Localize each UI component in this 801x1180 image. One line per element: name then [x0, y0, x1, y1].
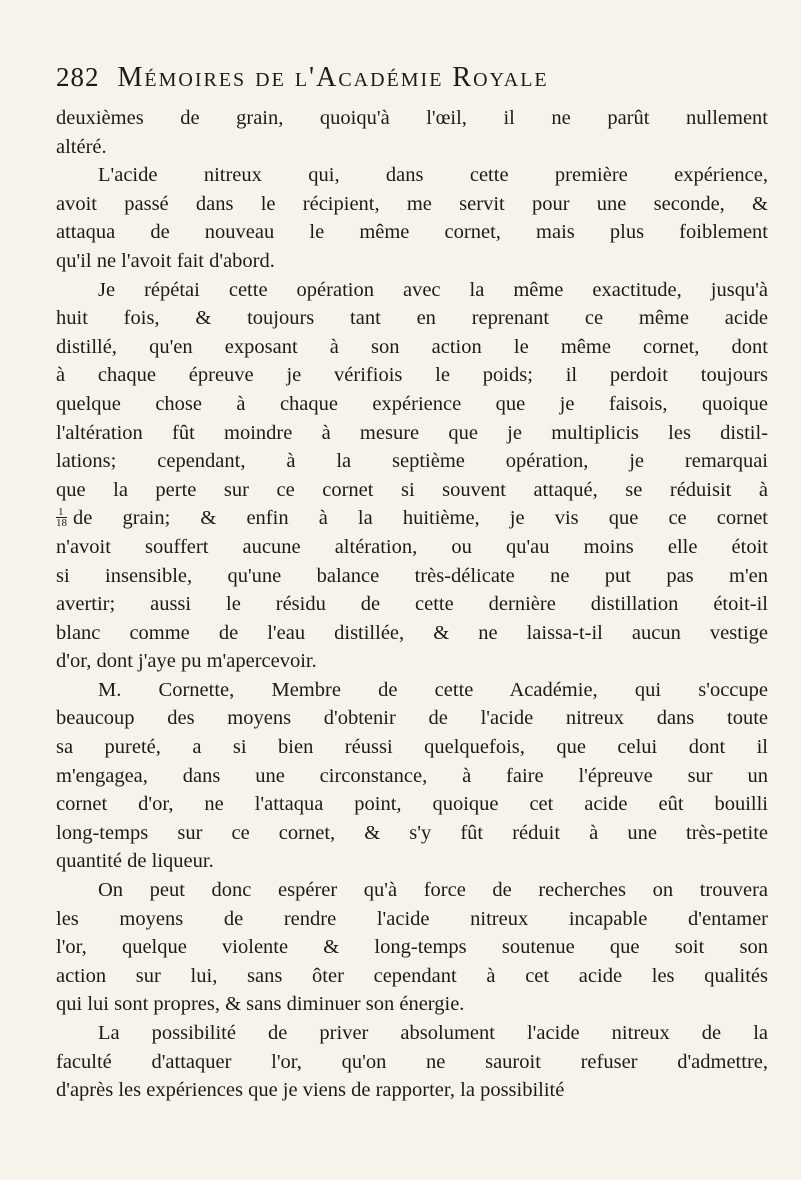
body-text [56, 104, 768, 1105]
text-line: faculté d'attaquer l'or, qu'on ne sauroit refuser d'admettre, [56, 1050, 768, 1073]
text-line: altéré. [56, 135, 107, 158]
text-line: attaqua de nouveau le même cornet, mais plus foiblement [56, 221, 768, 244]
text-line: long-temps sur ce cornet, & s'y fût réduit à une très-petite [56, 821, 768, 844]
text-line: l'altération fût moindre à mesure que je multiplicis les distil- [56, 421, 768, 444]
text-line: lations; cependant, à la septième opération, je remarquai [56, 450, 768, 473]
text-line: qui lui sont propres, & sans diminuer son énergie. [56, 993, 465, 1016]
paragraph-start-line: M. Cornette, Membre de cette Académie, qui s'occupe [98, 678, 768, 701]
running-head [56, 62, 756, 102]
text-line: cornet d'or, ne l'attaqua point, quoique cet acide eût bouilli [56, 793, 768, 816]
text-line: qu'il ne l'avoit fait d'abord. [56, 249, 275, 272]
text-line: distillé, qu'en exposant à son action le même cornet, dont [56, 335, 768, 358]
text-line: de grain; & enfin à la huitième, je vis que ce cornet [73, 507, 768, 530]
text-line: avertir; aussi le résidu de cette dernière distillation étoit-il [56, 593, 768, 616]
text-line: m'engagea, dans une circonstance, à faire l'épreuve sur un [56, 764, 768, 787]
text-line: sa pureté, a si bien réussi quelquefois, que celui dont il [56, 736, 768, 759]
text-line: d'après les expériences que je viens de rapporter, la possibilité [56, 1079, 565, 1102]
paragraph-start-line: L'acide nitreux qui, dans cette première expérience, [98, 164, 768, 187]
text-line: si insensible, qu'une balance très-délicate ne put pas m'en [56, 564, 768, 587]
fraction-line [56, 504, 768, 533]
text-line: beaucoup des moyens d'obtenir de l'acide nitreux dans toute [56, 707, 768, 730]
running-title: Mémoires de l'Académie Royale [117, 62, 549, 93]
fraction [56, 507, 67, 528]
paragraph-start-line: Je répétai cette opération avec la même exactitude, jusqu'à [98, 278, 768, 301]
text-line: quelque chose à chaque expérience que je faisois, quoique [56, 392, 768, 415]
fraction-numerator: 1 [56, 507, 67, 518]
text-line: quantité de liqueur. [56, 850, 214, 873]
text-line: les moyens de rendre l'acide nitreux incapable d'entamer [56, 907, 768, 930]
text-line: l'or, quelque violente & long-temps soutenue que soit son [56, 936, 768, 959]
text-line: à chaque épreuve je vérifiois le poids; il perdoit toujours [56, 364, 768, 387]
fraction-denominator: 18 [56, 517, 67, 530]
text-line: huit fois, & toujours tant en reprenant ce même acide [56, 307, 768, 330]
paragraph-start-line: On peut donc espérer qu'à force de recherches on trouvera [98, 879, 768, 902]
page-number: 282 [56, 62, 100, 92]
text-line: deuxièmes de grain, quoiqu'à l'œil, il ne parût nullement [56, 107, 768, 129]
paragraph-start-line: La possibilité de priver absolument l'acide nitreux de la [98, 1022, 768, 1044]
text-line: action sur lui, sans ôter cependant à cet acide les qualités [56, 964, 768, 987]
text-line: d'or, dont j'aye pu m'apercevoir. [56, 650, 317, 673]
text-line: que la perte sur ce cornet si souvent attaqué, se réduisit à [56, 478, 768, 501]
text-line: avoit passé dans le récipient, me servit pour une seconde, & [56, 192, 768, 215]
text-line: blanc comme de l'eau distillée, & ne laissa-t-il aucun vestige [56, 621, 768, 644]
text-line: n'avoit souffert aucune altération, ou qu'au moins elle étoit [56, 535, 768, 558]
